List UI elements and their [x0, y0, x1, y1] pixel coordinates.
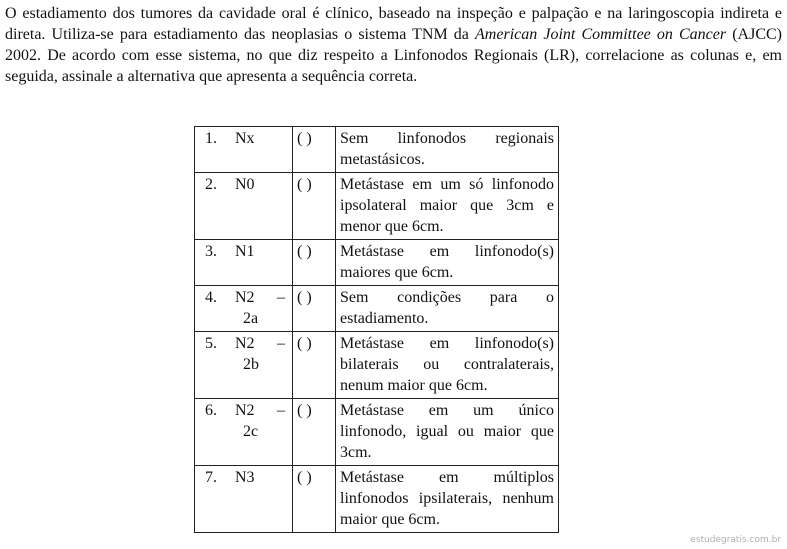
table-row	[195, 399, 559, 466]
stage-code: Nx	[235, 130, 255, 147]
description-cell: Metástase em linfonodo(s) maiores que 6cm.	[336, 240, 559, 286]
table-row	[195, 286, 559, 332]
intro-text-1: O estadiamento dos tumores da cavidade oral é clínico, baseado na inspeção e palpação e na laringoscopia indireta e direta. Utiliza-se para estadiamento das neoplasias o sistema TNM da	[5, 5, 782, 43]
stage-subcode: 2b	[243, 356, 259, 373]
answer-blank: ( )	[293, 173, 336, 240]
matching-table	[194, 126, 559, 533]
description-cell: Metástase em um único linfonodo, igual ou maior que 3cm.	[336, 399, 559, 466]
row-number: 4.	[205, 289, 217, 306]
code-cell	[195, 173, 293, 240]
intro-text-2: (AJCC) 2002. De acordo com esse sistema, no que diz respeito a Linfonodos Regionais (LR), correlacione as colunas e, em seguida, assinale a alternativa que apresenta a sequência correta.	[5, 26, 783, 85]
description-cell: Metástase em múltiplos linfonodos ipsilaterais, nenhum maior que 6cm.	[336, 466, 559, 533]
stage-dash: –	[277, 289, 285, 306]
answer-blank: ( )	[293, 286, 336, 332]
intro-italic-ajcc: American Joint Committee on Cancer	[475, 26, 727, 43]
description-cell: Metástase em um só linfonodo ipsolateral maior que 3cm e menor que 6cm.	[336, 173, 559, 240]
row-number: 6.	[205, 402, 217, 419]
table-row	[195, 332, 559, 399]
stage-dash: –	[277, 402, 285, 419]
stage-code: N1	[235, 243, 255, 260]
table-row	[195, 127, 559, 173]
description-cell: Sem linfonodos regionais metastásicos.	[336, 127, 559, 173]
stage-code: N2	[235, 289, 255, 306]
stage-code: N3	[235, 469, 255, 486]
table-row	[195, 466, 559, 533]
row-number: 1.	[205, 130, 217, 147]
code-cell	[195, 127, 293, 173]
answer-blank: ( )	[293, 466, 336, 533]
stage-code: N2	[235, 402, 255, 419]
row-number: 5.	[205, 335, 217, 352]
row-number: 3.	[205, 243, 217, 260]
answer-blank: ( )	[293, 127, 336, 173]
description-cell: Sem condições para o estadiamento.	[336, 286, 559, 332]
code-cell	[195, 240, 293, 286]
stage-code: N2	[235, 335, 255, 352]
stage-dash: –	[277, 335, 285, 352]
code-cell	[195, 466, 293, 533]
answer-blank: ( )	[293, 399, 336, 466]
answer-blank: ( )	[293, 240, 336, 286]
description-cell: Metástase em linfonodo(s) bilaterais ou contralaterais, nenum maior que 6cm.	[336, 332, 559, 399]
row-number: 2.	[205, 176, 217, 193]
table-row	[195, 240, 559, 286]
site-watermark: estudegratis.com.br	[690, 535, 781, 545]
stage-subcode: 2c	[243, 423, 259, 440]
code-cell	[195, 286, 293, 332]
answer-blank: ( )	[293, 332, 336, 399]
stage-subcode: 2a	[243, 310, 259, 327]
code-cell	[195, 399, 293, 466]
table-row	[195, 173, 559, 240]
stage-code: N0	[235, 176, 255, 193]
code-cell	[195, 332, 293, 399]
question-statement	[5, 3, 782, 87]
row-number: 7.	[205, 469, 217, 486]
